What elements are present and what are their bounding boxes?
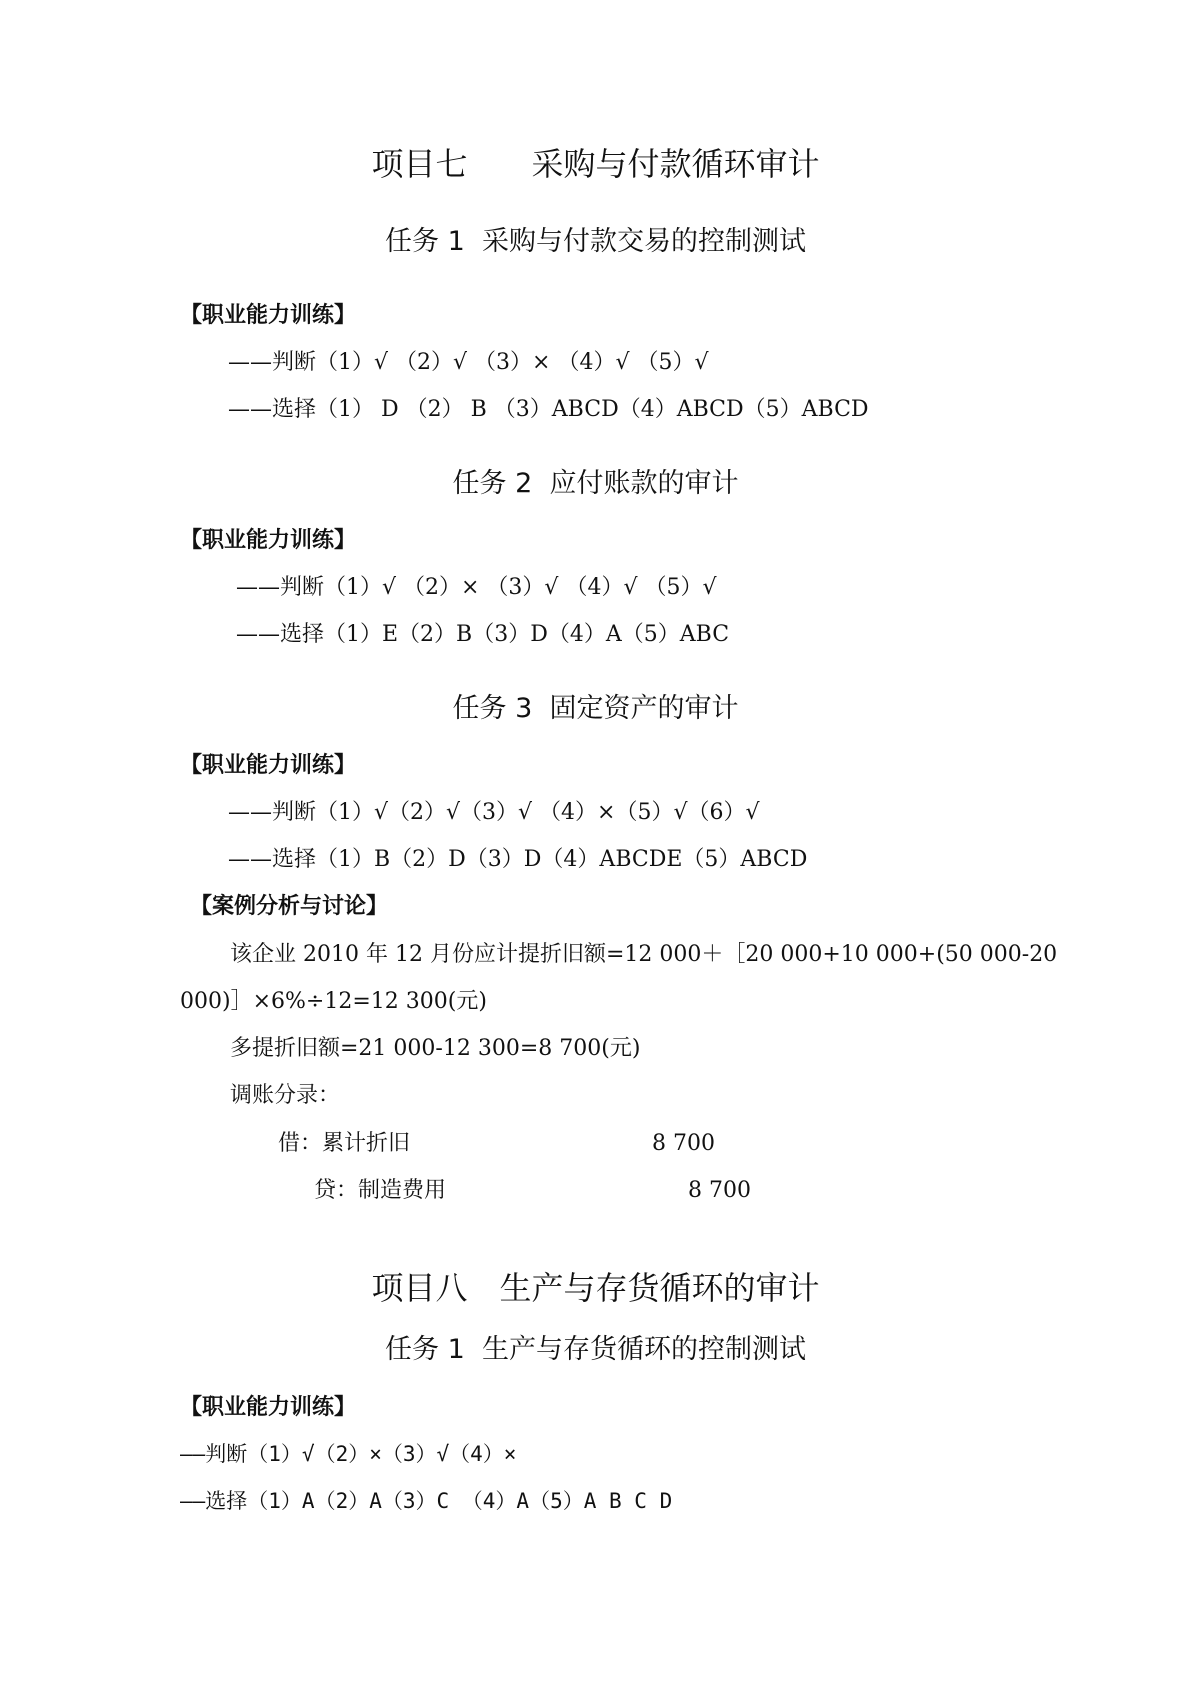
section-heading: 【职业能力训练】 xyxy=(180,1395,357,1420)
choice-answers: ——选择（1）B（2）D（3）D（4）ABCDE（5）ABCD xyxy=(228,847,808,872)
journal-debit-amount: 8 700 xyxy=(652,1131,715,1156)
judge-answers: ——判断（1）√ （2）× （3）√ （4）√ （5）√ xyxy=(236,575,717,600)
section-heading: 【职业能力训练】 xyxy=(180,528,357,553)
case-paragraph: 多提折旧额=21 000-12 300=8 700(元) xyxy=(230,1036,641,1061)
choice-answers: ——选择（1）E（2）B（3）D（4）A（5）ABC xyxy=(236,622,730,647)
case-analysis-heading: 【案例分析与讨论】 xyxy=(190,894,389,919)
judge-answers: ——判断（1）√（2）√（3）√ （4）×（5）√（6）√ xyxy=(228,800,760,825)
journal-debit-label: 借：累计折旧 xyxy=(278,1131,411,1156)
case-paragraph-line: 该企业 2010 年 12 月份应计提折旧额=12 000＋［20 000+10 000+(50 000-20 xyxy=(230,942,1058,967)
case-paragraph: 调账分录： xyxy=(230,1083,341,1108)
judge-answers: ——判断（1）√（2）×（3）√（4）× xyxy=(180,1442,517,1466)
task-1-title: 任务 1 生产与存货循环的控制测试 xyxy=(385,1334,806,1365)
choice-answers: ——选择（1）A（2）A（3）C （4）A（5）A B C D xyxy=(180,1489,673,1513)
judge-answers: ——判断（1）√ （2）√ （3）× （4）√ （5）√ xyxy=(228,350,709,375)
choice-answers: ——选择（1） D （2） B （3）ABCD（4）ABCD（5）ABCD xyxy=(228,397,869,422)
journal-credit-amount: 8 700 xyxy=(688,1178,751,1203)
task-1-title: 任务 1 采购与付款交易的控制测试 xyxy=(385,226,806,257)
project-7-title: 项目七 采购与付款循环审计 xyxy=(371,145,820,183)
journal-credit-label: 贷：制造费用 xyxy=(314,1178,447,1203)
case-paragraph-line: 000)］×6%÷12=12 300(元) xyxy=(180,989,487,1014)
section-heading: 【职业能力训练】 xyxy=(180,303,357,328)
project-8-title: 项目八 生产与存货循环的审计 xyxy=(371,1269,820,1307)
section-heading: 【职业能力训练】 xyxy=(180,753,357,778)
task-2-title: 任务 2 应付账款的审计 xyxy=(452,468,739,499)
task-3-title: 任务 3 固定资产的审计 xyxy=(452,693,739,724)
